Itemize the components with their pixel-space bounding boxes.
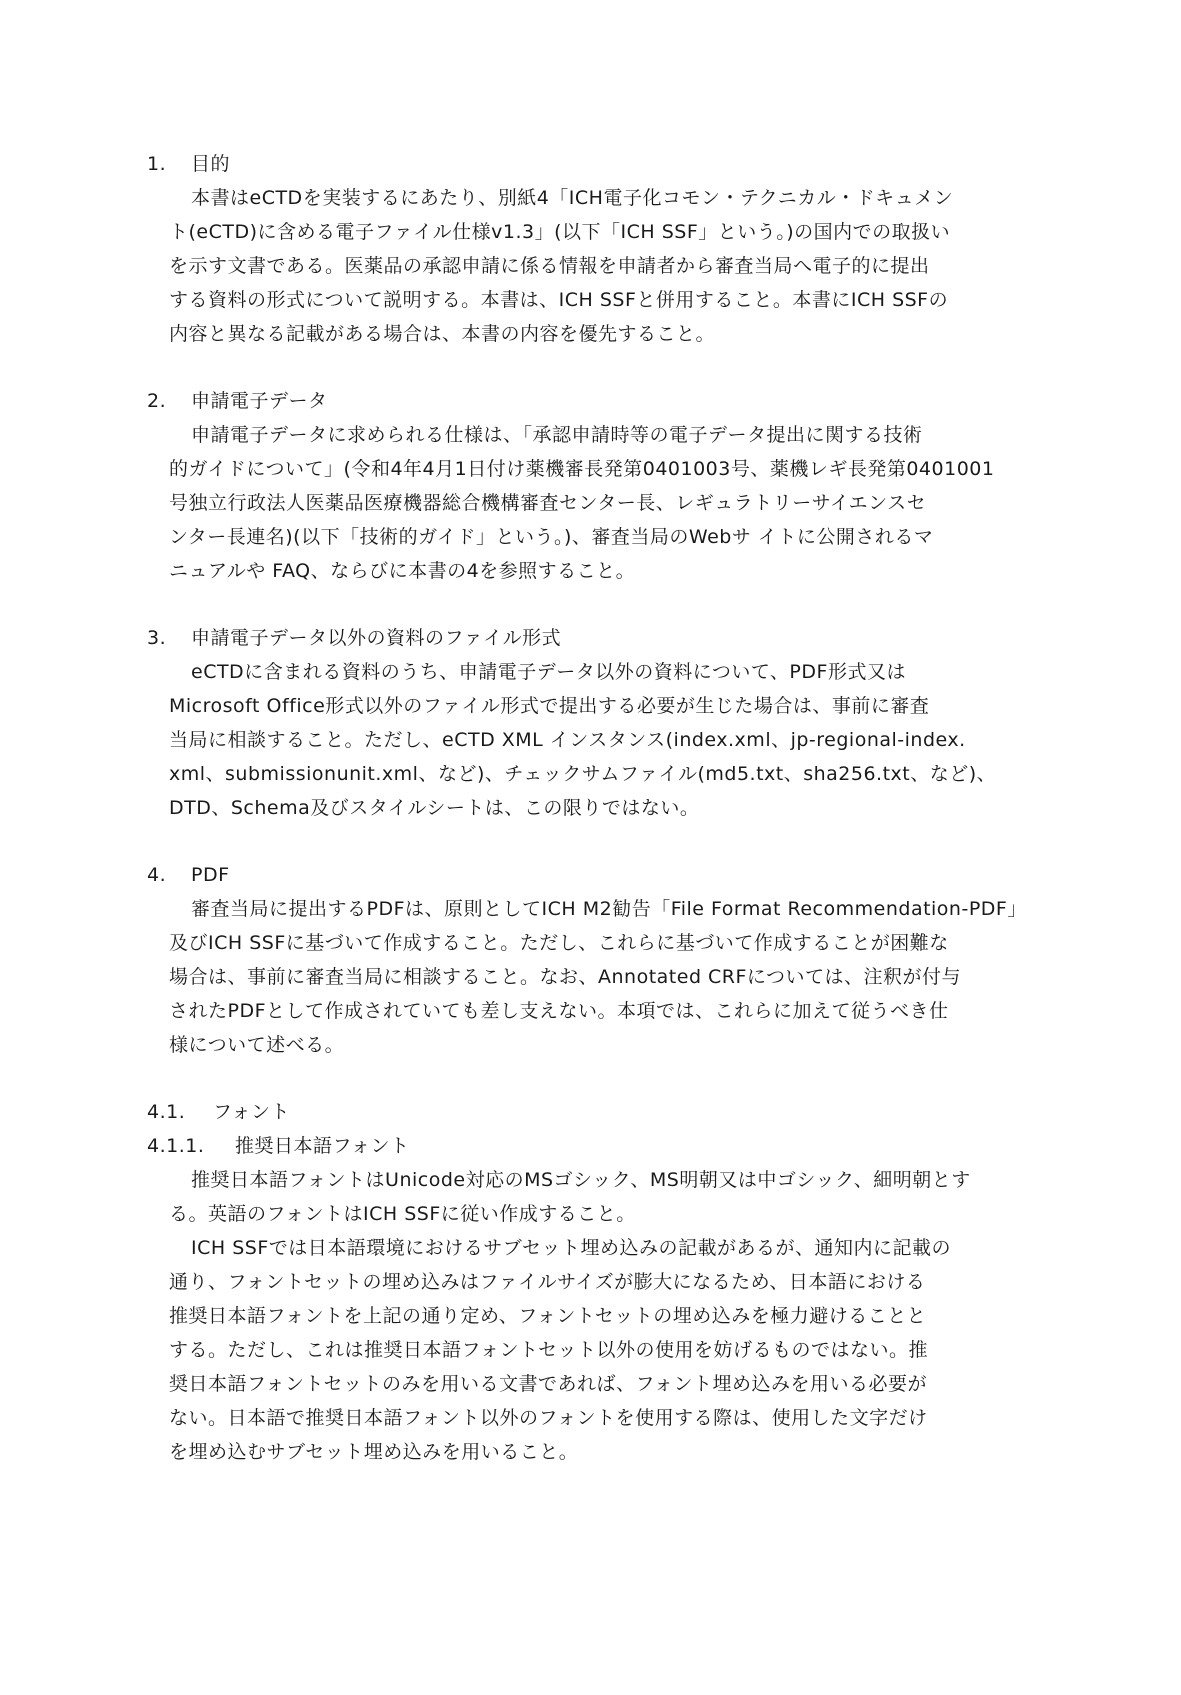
section-heading — [147, 147, 1037, 181]
text-line: する資料の形式について説明する。本書は、ICH SSFと併用すること。本書にICH SSFの — [169, 289, 949, 311]
text-line: 申請電子データに求められる仕様は、「承認申請時等の電子データ提出に関する技術 — [191, 424, 923, 446]
text-line: を示す文書である。医薬品の承認申請に係る情報を申請者から審査当局へ電子的に提出 — [169, 255, 930, 277]
text-line: 本書はeCTDを実装するにあたり、別紙4「ICH電子化コモン・テクニカル・ドキュメン — [191, 187, 954, 209]
text-line: xml、submissionunit.xml、など)、チェックサムファイル(md5.txt、sha256.txt、など)、 — [169, 763, 997, 785]
text-line: eCTDに含まれる資料のうち、申請電子データ以外の資料について、PDF形式又は — [191, 661, 906, 683]
text-line: 通り、フォントセットの埋め込みはファイルサイズが膨大になるため、日本語における — [169, 1271, 926, 1293]
subsection-number: 4.1. — [147, 1101, 186, 1123]
text-line: ンター長連名)(以下「技術的ガイド」という。)、審査当局のWebサ イトに公開されるマ — [169, 526, 934, 548]
section-1 — [147, 147, 1037, 351]
text-line: ない。日本語で推奨日本語フォント以外のフォントを使用する際は、使用した文字だけ — [169, 1407, 928, 1429]
text-line: ニュアルや FAQ、ならびに本書の4を参照すること。 — [169, 560, 636, 582]
text-line: 当局に相談すること。ただし、eCTD XML インスタンス(index.xml、jp-regional-index. — [169, 729, 966, 751]
text-line: する。ただし、これは推奨日本語フォントセット以外の使用を妨げるものではない。推 — [169, 1339, 928, 1361]
section-heading — [147, 621, 1037, 655]
text-line: DTD、Schema及びスタイルシートは、この限りではない。 — [169, 797, 700, 819]
section-heading — [147, 858, 1037, 892]
text-line: 推奨日本語フォントを上記の通り定め、フォントセットの埋め込みを極力避けることと — [169, 1305, 927, 1327]
text-line: ICH SSFでは日本語環境におけるサブセット埋め込みの記載があるが、通知内に記載の — [191, 1237, 952, 1259]
text-line: されたPDFとして作成されていても差し支えない。本項では、これらに加えて従うべき仕 — [169, 1000, 949, 1022]
subsection-heading — [147, 1095, 1037, 1129]
section-2 — [147, 384, 1037, 588]
text-line: 的ガイドについて」(令和4年4月1日付け薬機審長発第0401003号、薬機レギ長発第0401001 — [169, 458, 995, 480]
section-3 — [147, 621, 1037, 825]
text-line: Microsoft Office形式以外のファイル形式で提出する必要が生じた場合は、事前に審査 — [169, 695, 930, 717]
subsection-title: フォント — [213, 1101, 291, 1123]
subsubsection-heading — [147, 1129, 1037, 1163]
section-number: 3. — [147, 627, 167, 649]
section-heading — [147, 384, 1037, 418]
text-line: 内容と異なる記載がある場合は、本書の内容を優先すること。 — [169, 323, 716, 345]
section-title: 申請電子データ — [191, 390, 328, 412]
text-line: 号独立行政法人医薬品医療機器総合機構審査センター長、レギュラトリーサイエンスセ — [169, 492, 927, 514]
section-4 — [147, 858, 1037, 1062]
section-paragraph — [147, 892, 1037, 1062]
text-line: 審査当局に提出するPDFは、原則としてICH M2勧告「File Format Recommendation-PDF」 — [191, 898, 1027, 920]
text-line: 推奨日本語フォントはUnicode対応のMSゴシック、MS明朝又は中ゴシック、細明朝とす — [191, 1169, 971, 1191]
subsubsection-paragraph — [147, 1163, 1037, 1231]
subsubsection-title: 推奨日本語フォント — [235, 1135, 410, 1157]
text-line: 様について述べる。 — [169, 1034, 345, 1056]
section-paragraph — [147, 418, 1037, 588]
text-line: 及びICH SSFに基づいて作成すること。ただし、これらに基づいて作成することが困難な — [169, 932, 949, 954]
section-paragraph — [147, 655, 1037, 825]
section-title: 申請電子データ以外の資料のファイル形式 — [191, 627, 562, 649]
section-title: 目的 — [191, 153, 231, 175]
subsubsection-number: 4.1.1. — [147, 1135, 205, 1157]
section-number: 2. — [147, 390, 167, 412]
subsubsection-paragraph — [147, 1231, 1037, 1469]
text-line: る。英語のフォントはICH SSFに従い作成すること。 — [169, 1203, 636, 1225]
text-line: を埋め込むサブセット埋め込みを用いること。 — [169, 1441, 579, 1463]
section-title: PDF — [191, 864, 230, 886]
document-body — [147, 147, 1037, 1469]
section-number: 4. — [147, 864, 167, 886]
section-paragraph — [147, 181, 1037, 351]
text-line: 場合は、事前に審査当局に相談すること。なお、Annotated CRFについては、注釈が付与 — [169, 966, 962, 988]
subsection-4-1 — [147, 1095, 1037, 1469]
text-line: ト(eCTD)に含める電子ファイル仕様v1.3」(以下「ICH SSF」という。)の国内での取扱い — [169, 221, 951, 243]
text-line: 奨日本語フォントセットのみを用いる文書であれば、フォント埋め込みを用いる必要が — [169, 1373, 928, 1395]
section-number: 1. — [147, 153, 167, 175]
